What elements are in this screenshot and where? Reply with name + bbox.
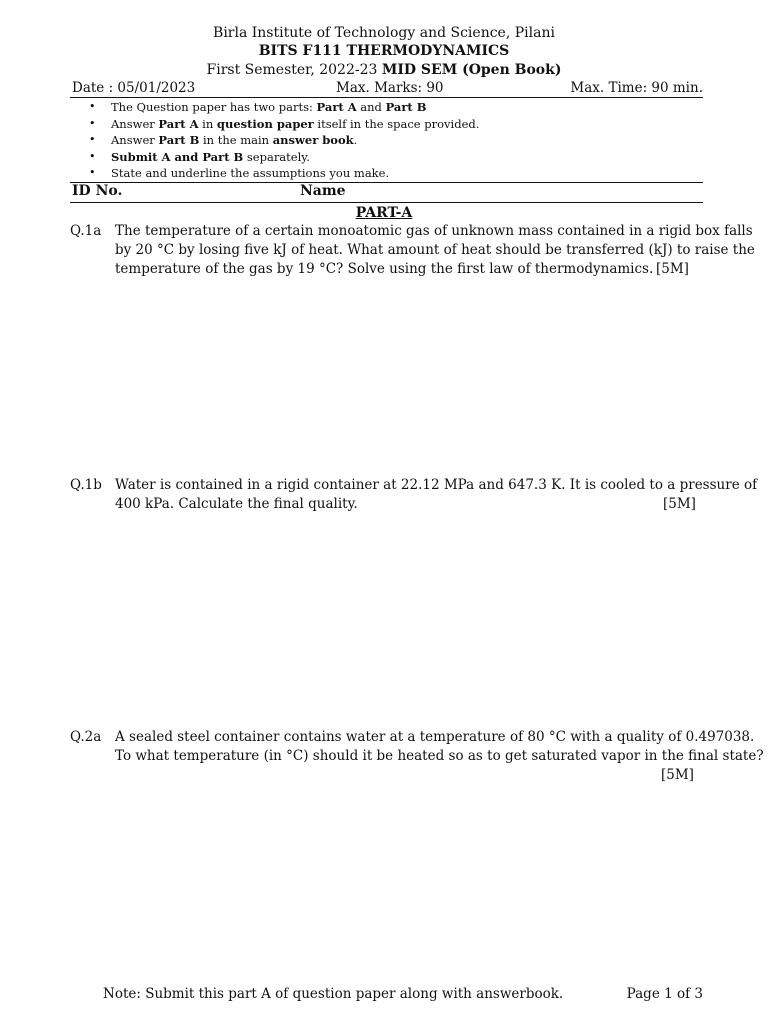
instruction-item: • State and underline the assumptions you make. [70, 165, 479, 182]
question-text-line: The temperature of a certain monoatomic gas of unknown mass contained in a rigid box falls [115, 223, 753, 239]
question-number: Q.1a [70, 223, 102, 239]
instruction-item: • The Question paper has two parts: Part A and Part B [70, 99, 479, 116]
max-time: Max. Time: 90 min. [570, 80, 703, 96]
instruction-item: • Answer Part B in the main answer book. [70, 132, 479, 149]
instruction-item: • Submit A and Part B separately. [70, 149, 479, 166]
exam-info-row [70, 80, 703, 98]
question-q1a [70, 222, 755, 282]
question-text-line: 400 kPa. Calculate the final quality. [115, 496, 358, 512]
footer-note: Note: Submit this part A of question paper along with answerbook. [103, 986, 564, 1002]
question-q2a [70, 728, 764, 788]
exam-date: Date : 05/01/2023 [72, 80, 196, 96]
question-number: Q.2a [70, 729, 102, 745]
question-q1b [70, 476, 758, 516]
header-divider [70, 97, 703, 98]
name-label: Name [300, 183, 346, 199]
question-marks: [5M] [656, 261, 689, 277]
exam-type: MID SEM (Open Book) [381, 62, 562, 78]
question-number: Q.1b [70, 477, 102, 493]
question-marks: [5M] [663, 496, 696, 512]
course-title: BITS F111 THERMODYNAMICS [258, 43, 510, 59]
institute-name: Birla Institute of Technology and Science, Pilani [213, 25, 555, 41]
id-divider [70, 202, 703, 203]
question-text-line: Water is contained in a rigid container at 22.12 MPa and 647.3 K. It is cooled to a pressure of [115, 477, 758, 493]
student-id-row [70, 183, 703, 201]
semester-line [0, 61, 768, 79]
question-marks: [5M] [661, 767, 694, 783]
semester-text: First Semester, 2022-23 [206, 62, 382, 78]
id-label: ID No. [72, 183, 123, 199]
instruction-item: • Answer Part A in question paper itself in the space provided. [70, 116, 479, 133]
page-number: Page 1 of 3 [626, 986, 703, 1002]
question-text-line: temperature of the gas by 19 °C? Solve using the first law of thermodynamics. [115, 261, 654, 277]
question-text-line: by 20 °C by losing five kJ of heat. What amount of heat should be transferred (kJ) to raise the [115, 242, 755, 258]
question-text-line: To what temperature (in °C) should it be heated so as to get saturated vapor in the final state? [115, 748, 764, 764]
question-text-line: A sealed steel container contains water at a temperature of 80 °C with a quality of 0.497038. [115, 729, 755, 745]
part-title: PART-A [355, 205, 413, 221]
max-marks: Max. Marks: 90 [336, 80, 444, 96]
instructions-list [70, 99, 479, 182]
